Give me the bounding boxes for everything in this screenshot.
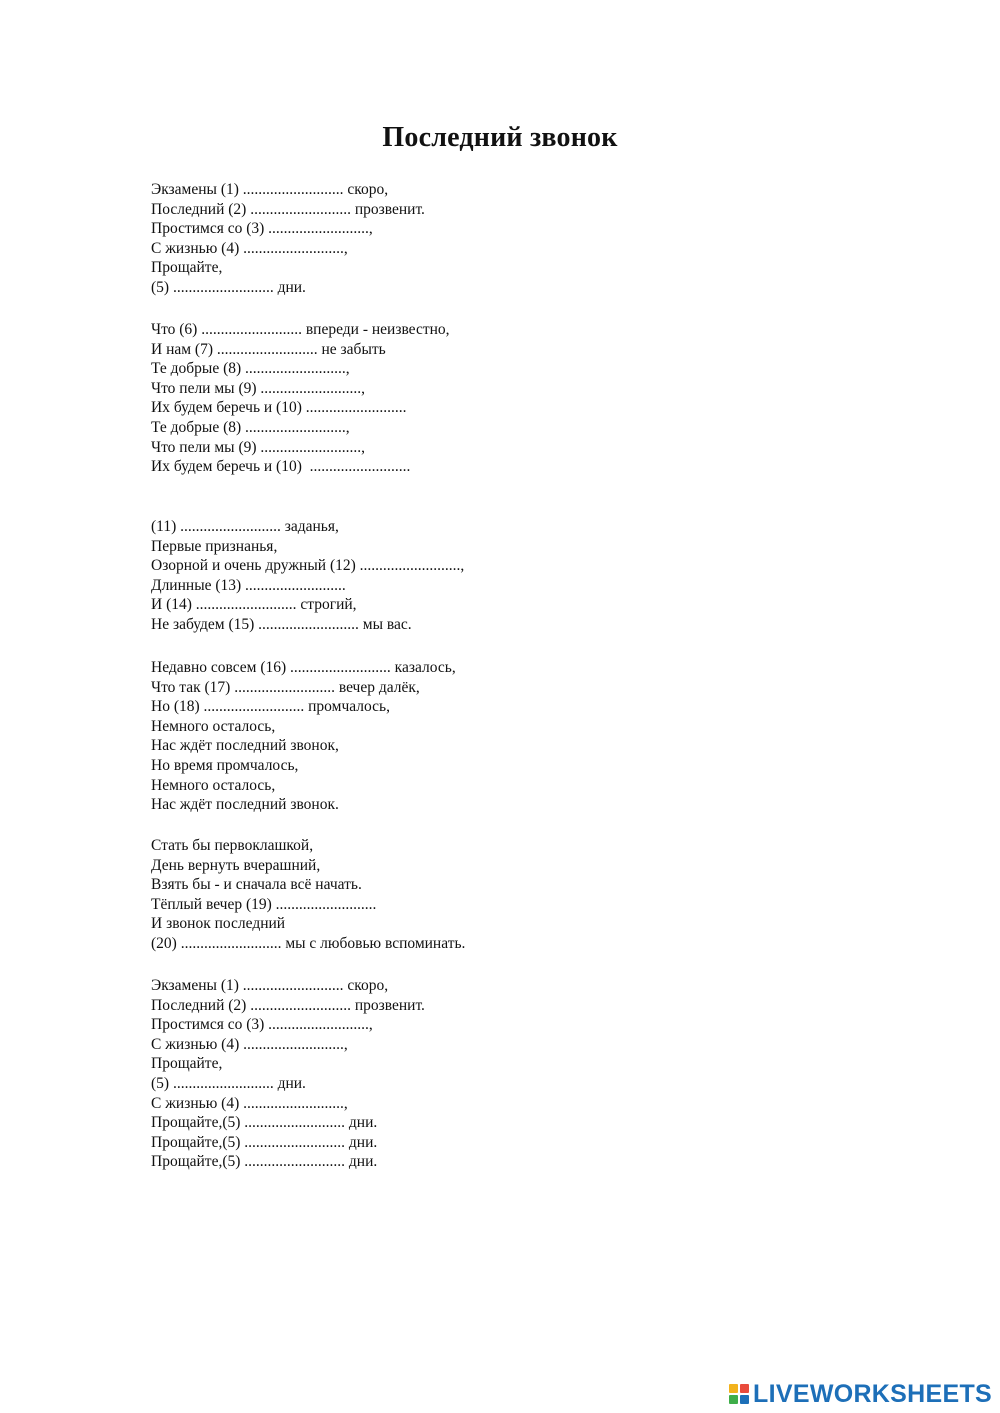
poem-line: (20) .......................... мы с любовью вспоминать.: [151, 934, 466, 952]
poem-line: Прощайте,: [151, 1055, 223, 1073]
logo-square-yellow: [729, 1384, 738, 1393]
poem-line: Взять бы - и сначала всё начать.: [151, 876, 362, 894]
logo-square-blue: [740, 1395, 749, 1404]
poem-line: Озорной и очень дружный (12) ..........................,: [151, 557, 465, 575]
poem-line: Экзамены (1) .......................... скоро,: [151, 977, 389, 994]
poem-line: Что (6) .......................... впереди - неизвестно,: [151, 321, 450, 338]
stanza-1: [151, 180, 425, 298]
poem-line: И нам (7) .......................... не забыть: [151, 340, 386, 358]
poem-line: Но время промчалось,: [151, 756, 299, 774]
poem-line: Что так (17) .......................... вечер далёк,: [151, 678, 420, 696]
poem-line: Не забудем (15) .......................... мы вас.: [151, 615, 412, 633]
liveworksheets-logo: [729, 1381, 992, 1407]
poem-line: Простимся со (3) ..........................,: [151, 1016, 373, 1034]
poem-line: И (14) .......................... строгий,: [151, 596, 357, 614]
page-title: Последний звонок: [382, 122, 618, 153]
poem-line: Прощайте,: [151, 259, 223, 277]
stanza-4: [151, 658, 456, 815]
poem-line: (11) .......................... заданья,: [151, 518, 339, 535]
poem-line: Экзамены (1) .......................... скоро,: [151, 181, 389, 198]
poem-line: Первые признанья,: [151, 537, 278, 555]
poem-line: Немного осталось,: [151, 717, 276, 735]
poem-line: Но (18) .......................... промчалось,: [151, 698, 390, 716]
poem-line: И звонок последний: [151, 915, 286, 933]
poem-line: Нас ждёт последний звонок.: [151, 796, 339, 814]
poem-line: Прощайте,(5) .......................... дни.: [151, 1153, 378, 1171]
stanza-2: [151, 320, 450, 477]
poem-line: Длинные (13) ..........................: [151, 576, 346, 594]
poem-line: День вернуть вчерашний,: [151, 856, 321, 874]
poem-line: (5) .......................... дни.: [151, 278, 306, 296]
logo-square-green: [729, 1395, 738, 1404]
logo-square-red: [740, 1384, 749, 1393]
stanza-6: [151, 976, 425, 1172]
poem-line: Нас ждёт последний звонок,: [151, 737, 339, 755]
poem-line: Прощайте,(5) .......................... дни.: [151, 1114, 378, 1132]
poem-line: Тёплый вечер (19) ..........................: [151, 895, 377, 913]
poem-line: Простимся со (3) ..........................,: [151, 220, 373, 238]
poem-line: С жизнью (4) ..........................,: [151, 1035, 348, 1053]
poem-line: Что пели мы (9) ..........................,: [151, 438, 366, 456]
poem-line: Что пели мы (9) ..........................,: [151, 379, 366, 397]
poem-line: Последний (2) .......................... прозвенит.: [151, 996, 425, 1014]
poem-line: Недавно совсем (16) .......................... казалось,: [151, 659, 456, 676]
poem-line: Стать бы первоклашкой,: [151, 837, 314, 854]
poem-line: Их будем беречь и (10) ..........................: [151, 399, 407, 417]
poem-line: Немного осталось,: [151, 776, 276, 794]
stanza-3: [151, 517, 464, 635]
poem-line: (5) .......................... дни.: [151, 1074, 306, 1092]
poem-line: Прощайте,(5) .......................... дни.: [151, 1133, 378, 1151]
poem-line: С жизнью (4) ..........................,: [151, 1094, 348, 1112]
poem-line: Их будем беречь и (10) ..........................: [151, 458, 411, 476]
poem-line: С жизнью (4) ..........................,: [151, 239, 348, 257]
poem-line: Те добрые (8) ..........................,: [151, 360, 350, 378]
stanza-5: [151, 836, 465, 954]
poem-line: Те добрые (8) ..........................,: [151, 418, 350, 436]
liveworksheets-logo-text: LIVEWORKSHEETS: [753, 1380, 992, 1408]
liveworksheets-logo-icon: [729, 1384, 749, 1404]
poem-line: Последний (2) .......................... прозвенит.: [151, 200, 425, 218]
